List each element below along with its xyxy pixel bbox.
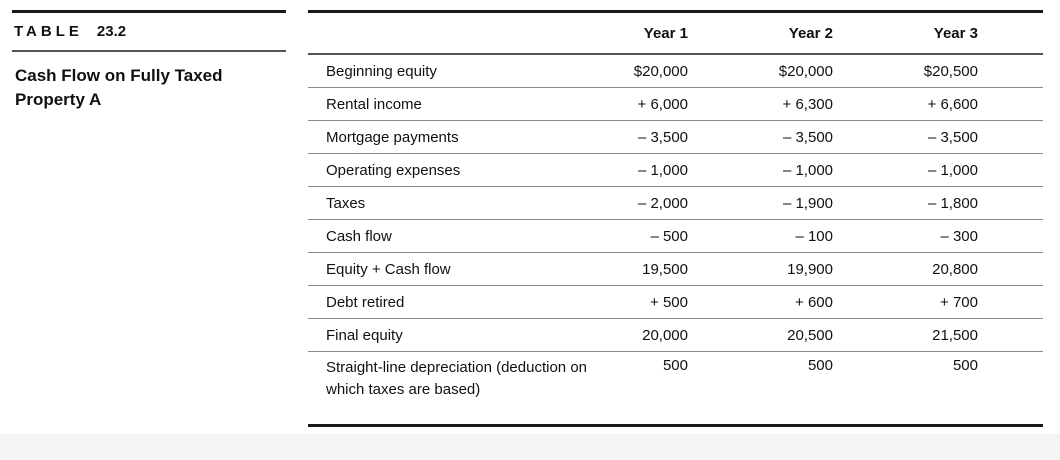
cell-year-1: 19,500 bbox=[642, 260, 688, 278]
table-row bbox=[308, 154, 1043, 187]
column-header-year-3: Year 3 bbox=[933, 24, 978, 42]
cell-year-1: – 500 bbox=[650, 227, 688, 245]
cell-year-3: + 700 bbox=[940, 293, 978, 311]
cell-year-1: + 500 bbox=[650, 293, 688, 311]
table-row bbox=[308, 286, 1043, 319]
row-label: Mortgage payments bbox=[326, 128, 459, 146]
cell-year-3: 20,800 bbox=[932, 260, 978, 278]
cell-year-1: – 3,500 bbox=[637, 128, 688, 146]
table-label-prefix: TABLE bbox=[14, 23, 83, 40]
table-header-row bbox=[308, 13, 1043, 53]
table-row bbox=[308, 319, 1043, 352]
cell-year-2: 19,900 bbox=[787, 260, 833, 278]
title-divider-rule bbox=[12, 50, 286, 52]
cell-year-1: – 2,000 bbox=[637, 194, 688, 212]
row-label: Rental income bbox=[326, 95, 422, 113]
cell-year-2: – 1,900 bbox=[782, 194, 833, 212]
cell-year-3: 500 bbox=[952, 357, 978, 374]
row-label: Operating expenses bbox=[326, 161, 461, 179]
table-row bbox=[308, 88, 1043, 121]
table-row bbox=[308, 352, 1043, 424]
cell-year-3: + 6,600 bbox=[927, 95, 978, 113]
row-label: Beginning equity bbox=[326, 62, 437, 80]
cell-year-1: 500 bbox=[662, 357, 688, 374]
table-number-label bbox=[14, 23, 286, 40]
cell-year-3: 21,500 bbox=[932, 326, 978, 344]
cell-year-2: – 3,500 bbox=[782, 128, 833, 146]
cell-year-1: 20,000 bbox=[642, 326, 688, 344]
cell-year-3: – 300 bbox=[940, 227, 978, 245]
cell-year-2: $20,000 bbox=[778, 62, 833, 80]
table-row bbox=[308, 253, 1043, 286]
cell-year-1: $20,000 bbox=[633, 62, 688, 80]
cash-flow-table bbox=[308, 10, 1043, 427]
row-label: Taxes bbox=[326, 194, 366, 212]
cell-year-2: – 1,000 bbox=[782, 161, 833, 179]
cell-year-2: 500 bbox=[807, 357, 833, 374]
row-label: Final equity bbox=[326, 326, 403, 344]
cell-year-2: – 100 bbox=[795, 227, 833, 245]
cell-year-1: – 1,000 bbox=[637, 161, 688, 179]
row-label: Straight-line depreciation (deduction on which taxes are based) bbox=[326, 359, 587, 398]
row-label: Cash flow bbox=[326, 227, 392, 245]
cell-year-3: $20,500 bbox=[923, 62, 978, 80]
table-title-panel bbox=[10, 10, 286, 112]
cell-year-1: + 6,000 bbox=[637, 95, 688, 113]
table-row bbox=[308, 55, 1043, 88]
table-row bbox=[308, 187, 1043, 220]
page-bottom-strip bbox=[0, 434, 1060, 460]
column-header-year-2: Year 2 bbox=[788, 24, 833, 42]
cell-year-2: + 6,300 bbox=[782, 95, 833, 113]
title-top-rule bbox=[12, 10, 286, 13]
table-label-number: 23.2 bbox=[96, 23, 127, 40]
table-row bbox=[308, 220, 1043, 253]
cell-year-2: 20,500 bbox=[787, 326, 833, 344]
cell-year-3: – 3,500 bbox=[927, 128, 978, 146]
cell-year-3: – 1,000 bbox=[927, 161, 978, 179]
table-row bbox=[308, 121, 1043, 154]
cell-year-2: + 600 bbox=[795, 293, 833, 311]
column-header-year-1: Year 1 bbox=[643, 24, 688, 42]
row-label: Debt retired bbox=[326, 293, 405, 311]
row-label: Equity + Cash flow bbox=[326, 260, 451, 278]
cell-year-3: – 1,800 bbox=[927, 194, 978, 212]
table-caption: Cash Flow on Fully Taxed Property A bbox=[15, 66, 223, 109]
table-bottom-rule bbox=[308, 424, 1043, 427]
